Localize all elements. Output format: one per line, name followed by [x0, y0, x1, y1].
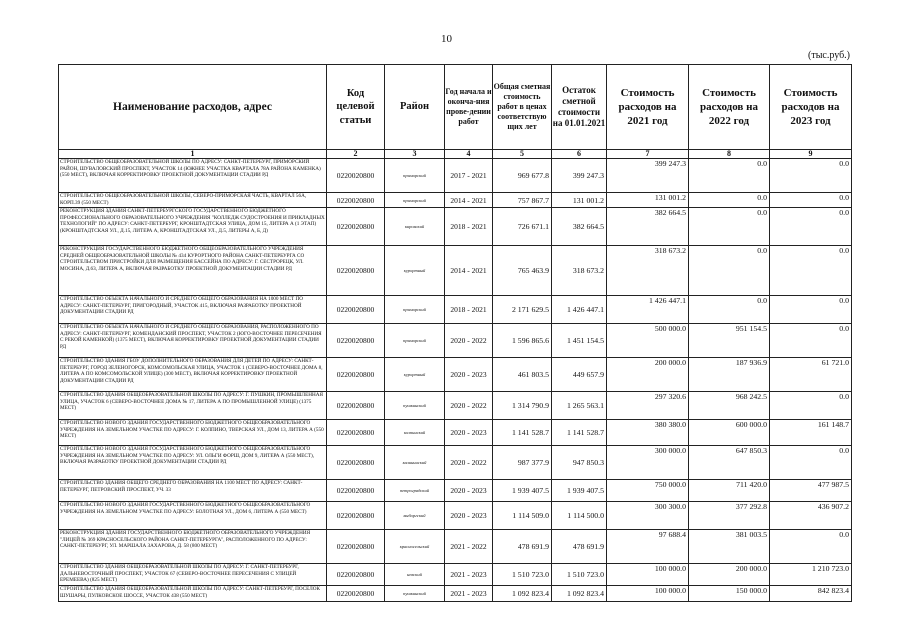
- row-remainder: 1 265 563.1: [552, 392, 607, 420]
- row-2023: 0.0: [770, 159, 852, 193]
- row-years: 2020 - 2023: [445, 358, 493, 392]
- table-row: [59, 324, 852, 358]
- table-row: [59, 502, 852, 530]
- row-code: 0220020800: [327, 446, 385, 480]
- row-total-cost: 987 377.9: [493, 446, 552, 480]
- column-number: 2: [327, 150, 385, 159]
- row-name: СТРОИТЕЛЬСТВО НОВОГО ЗДАНИЯ ГОСУДАРСТВЕННОГО БЮДЖЕТНОГО ОБЩЕОБРАЗОВАТЕЛЬНОГО УЧРЕЖДЕНИЯ НА ЗЕМЕЛЬНОМ УЧАСТКЕ ПО АДРЕСУ: БОЛОТНАЯ УЛ., ДОМ 6, ЛИТЕРА А (550 МЕСТ): [59, 502, 327, 530]
- row-remainder: 1 451 154.5: [552, 324, 607, 358]
- row-total-cost: 969 677.8: [493, 159, 552, 193]
- row-2023: 0.0: [770, 246, 852, 296]
- row-code: 0220020800: [327, 420, 385, 446]
- row-remainder: 449 657.9: [552, 358, 607, 392]
- table-row: [59, 246, 852, 296]
- row-years: 2017 - 2021: [445, 159, 493, 193]
- row-2023: 0.0: [770, 392, 852, 420]
- row-2022: 187 936.9: [689, 358, 770, 392]
- row-district: красносельский: [385, 530, 445, 564]
- row-code: 0220020800: [327, 324, 385, 358]
- row-district: невский: [385, 564, 445, 586]
- row-district: калининский: [385, 446, 445, 480]
- row-remainder: 1 939 407.5: [552, 480, 607, 502]
- row-name: СТРОИТЕЛЬСТВО ОБЩЕОБРАЗОВАТЕЛЬНОЙ ШКОЛЫ, СЕВЕРО-ПРИМОРСКАЯ ЧАСТЬ, КВАРТАЛ 56А, КОРП.39 (550 МЕСТ): [59, 193, 327, 208]
- row-district: приморский: [385, 193, 445, 208]
- row-2021: 100 000.0: [607, 564, 689, 586]
- row-district: приморский: [385, 159, 445, 193]
- row-2021: 500 000.0: [607, 324, 689, 358]
- row-years: 2020 - 2023: [445, 502, 493, 530]
- row-name: СТРОИТЕЛЬСТВО ЗДАНИЯ ОБЩЕГО СРЕДНЕГО ОБРАЗОВАНИЯ НА 1100 МЕСТ ПО АДРЕСУ: САНКТ-ПЕТЕРБУРГ, ПЕТРОВСКИЙ ПРОСПЕКТ, УЧ. 33: [59, 480, 327, 502]
- row-2022: 0.0: [689, 208, 770, 246]
- table-row: [59, 480, 852, 502]
- row-2021: 382 664.5: [607, 208, 689, 246]
- row-2022: 600 000.0: [689, 420, 770, 446]
- table-row: [59, 446, 852, 480]
- header-district: Район: [385, 65, 445, 150]
- row-code: 0220020800: [327, 586, 385, 602]
- row-2022: 0.0: [689, 159, 770, 193]
- row-remainder: 399 247.3: [552, 159, 607, 193]
- row-2023: 161 148.7: [770, 420, 852, 446]
- row-2023: 61 721.0: [770, 358, 852, 392]
- row-remainder: 1 510 723.0: [552, 564, 607, 586]
- header-years: Год начала и оконча-ния прове-дении работ: [445, 65, 493, 150]
- row-years: 2020 - 2022: [445, 324, 493, 358]
- row-2023: 842 823.4: [770, 586, 852, 602]
- row-2021: 200 000.0: [607, 358, 689, 392]
- row-code: 0220020800: [327, 296, 385, 324]
- row-code: 0220020800: [327, 159, 385, 193]
- row-2021: 318 673.2: [607, 246, 689, 296]
- column-number: 4: [445, 150, 493, 159]
- row-code: 0220020800: [327, 392, 385, 420]
- row-total-cost: 1 314 790.9: [493, 392, 552, 420]
- row-years: 2020 - 2023: [445, 480, 493, 502]
- row-district: курортный: [385, 358, 445, 392]
- table-row: [59, 296, 852, 324]
- row-total-cost: 2 171 629.5: [493, 296, 552, 324]
- table-row: [59, 159, 852, 193]
- row-district: колпинский: [385, 420, 445, 446]
- row-2021: 300 000.0: [607, 446, 689, 480]
- row-name: СТРОИТЕЛЬСТВО ОБЪЕКТА НАЧАЛЬНОГО И СРЕДНЕГО ОБЩЕГО ОБРАЗОВАНИЯ НА 1000 МЕСТ ПО АДРЕСУ: САНКТ-ПЕТЕРБУРГ, ПРИГОРОДНЫЙ, УЧАСТОК 415, ВКЛЮЧАЯ РАЗРАБОТКУ ПРОЕКТНОЙ ДОКУМЕНТАЦИИ СТАДИИ РД: [59, 296, 327, 324]
- row-code: 0220020800: [327, 193, 385, 208]
- row-total-cost: 726 671.1: [493, 208, 552, 246]
- table-row: [59, 530, 852, 564]
- row-2021: 97 688.4: [607, 530, 689, 564]
- row-total-cost: 1 510 723.0: [493, 564, 552, 586]
- row-years: 2014 - 2021: [445, 193, 493, 208]
- row-code: 0220020800: [327, 480, 385, 502]
- header-code: Код целевой статьи: [327, 65, 385, 150]
- table-row: [59, 193, 852, 208]
- row-total-cost: 1 939 407.5: [493, 480, 552, 502]
- row-2022: 968 242.5: [689, 392, 770, 420]
- row-remainder: 318 673.2: [552, 246, 607, 296]
- expenses-table: [58, 64, 852, 602]
- row-2021: 399 247.3: [607, 159, 689, 193]
- row-total-cost: 1 141 528.7: [493, 420, 552, 446]
- column-number: 7: [607, 150, 689, 159]
- row-2023: 0.0: [770, 324, 852, 358]
- row-2022: 951 154.5: [689, 324, 770, 358]
- row-years: 2018 - 2021: [445, 208, 493, 246]
- row-2022: 150 000.0: [689, 586, 770, 602]
- row-name: РЕКОНСТРУКЦИЯ ЗДАНИЯ ГОСУДАРСТВЕННОГО БЮДЖЕТНОГО ОБРАЗОВАТЕЛЬНОГО УЧРЕЖДЕНИЯ "ЛИЦЕЙ № 369 КРАСНОСЕЛЬСКОГО РАЙОНА САНКТ-ПЕТЕРБУРГА", РАСПОЛОЖЕННОГО ПО АДРЕСУ: САНКТ-ПЕТЕРБУРГ, УЛ. МАРШАЛА ЗАХАРОВА, Д. 58 (800 МЕСТ): [59, 530, 327, 564]
- row-2022: 381 003.5: [689, 530, 770, 564]
- row-district: кировский: [385, 208, 445, 246]
- row-2023: 0.0: [770, 530, 852, 564]
- row-total-cost: 757 867.7: [493, 193, 552, 208]
- row-name: РЕКОНСТРУКЦИЯ ГОСУДАРСТВЕННОГО БЮДЖЕТНОГО ОБЩЕОБРАЗОВАТЕЛЬНОГО УЧРЕЖДЕНИЯ СРЕДНЕЙ ОБЩЕОБРАЗОВАТЕЛЬНОЙ ШКОЛЫ № 434 КУРОРТНОГО РАЙОНА САНКТ-ПЕТЕРБУРГА СО СТРОИТЕЛЬСТВОМ ПРИСТРОЙКИ ДЛЯ РАЗМЕЩЕНИЯ БАССЕЙНА ПО АДРЕСУ: Г. СЕСТРОРЕЦК, УЛ. МОСИНА, Д.63, ЛИТЕРА А, ВКЛЮЧАЯ РАЗРАБОТКУ ПРОЕКТНОЙ ДОКУМЕНТАЦИИ СТАДИИ РД: [59, 246, 327, 296]
- row-code: 0220020800: [327, 530, 385, 564]
- row-district: петроградский: [385, 480, 445, 502]
- row-2022: 647 850.3: [689, 446, 770, 480]
- header-name: Наименование расходов, адрес: [59, 65, 327, 150]
- row-years: 2014 - 2021: [445, 246, 493, 296]
- row-district: пушкинский: [385, 392, 445, 420]
- column-number: 8: [689, 150, 770, 159]
- units-label: (тыс.руб.): [808, 50, 851, 61]
- row-code: 0220020800: [327, 358, 385, 392]
- row-total-cost: 478 691.9: [493, 530, 552, 564]
- row-2023: 0.0: [770, 446, 852, 480]
- row-name: СТРОИТЕЛЬСТВО ЗДАНИЯ ОБЩЕОБРАЗОВАТЕЛЬНОЙ ШКОЛЫ ПО АДРЕСУ: Г. ПУШКИН, ПРОМЫШЛЕННАЯ УЛИЦА, УЧАСТОК 6 (СЕВЕРО-ВОСТОЧНЕЕ ДОМА № 17, ЛИТЕРА А ПО ПРОМЫШЛЕННОЙ УЛИЦЕ) (1375 МЕСТ): [59, 392, 327, 420]
- header-2021: Стоимость расходов на 2021 год: [607, 65, 689, 150]
- page-number: 10: [441, 33, 452, 45]
- row-2023: 0.0: [770, 193, 852, 208]
- row-code: 0220020800: [327, 208, 385, 246]
- row-2023: 1 210 723.0: [770, 564, 852, 586]
- row-name: СТРОИТЕЛЬСТВО ЗДАНИЯ ОБЩЕОБРАЗОВАТЕЛЬНОЙ ШКОЛЫ ПО АДРЕСУ: САНКТ-ПЕТЕРБУРГ, ПОСЕЛОК ШУШАРЫ, ПУЛКОВСКОЕ ШОССЕ, УЧАСТОК 438 (550 МЕСТ): [59, 586, 327, 602]
- table-row: [59, 208, 852, 246]
- row-2022: 711 420.0: [689, 480, 770, 502]
- column-number: 9: [770, 150, 852, 159]
- header-2023: Стоимость расходов на 2023 год: [770, 65, 852, 150]
- row-2023: 0.0: [770, 208, 852, 246]
- row-name: СТРОИТЕЛЬСТВО НОВОГО ЗДАНИЯ ГОСУДАРСТВЕННОГО БЮДЖЕТНОГО ОБЩЕОБРАЗОВАТЕЛЬНОГО УЧРЕЖДЕНИЯ НА ЗЕМЕЛЬНОМ УЧАСТКЕ ПО АДРЕСУ: УЛ. ОЛЬГИ ФОРШ, ДОМ 9, ЛИТЕРА А (550 МЕСТ), ВКЛЮЧАЯ РАЗРАБОТКУ ПРОЕКТНОЙ ДОКУМЕНТАЦИИ СТАДИИ РД: [59, 446, 327, 480]
- row-2021: 380 380.0: [607, 420, 689, 446]
- row-2022: 0.0: [689, 296, 770, 324]
- row-remainder: 478 691.9: [552, 530, 607, 564]
- header-row: [59, 65, 852, 150]
- row-total-cost: 1 114 509.0: [493, 502, 552, 530]
- row-2021: 100 000.0: [607, 586, 689, 602]
- row-district: пушкинский: [385, 586, 445, 602]
- row-2023: 436 907.2: [770, 502, 852, 530]
- row-code: 0220020800: [327, 502, 385, 530]
- row-remainder: 131 001.2: [552, 193, 607, 208]
- row-2023: 477 987.5: [770, 480, 852, 502]
- header-2022: Стоимость расходов на 2022 год: [689, 65, 770, 150]
- row-name: СТРОИТЕЛЬСТВО ОБЪЕКТА НАЧАЛЬНОГО И СРЕДНЕГО ОБЩЕГО ОБРАЗОВАНИЯ, РАСПОЛОЖЕННОГО ПО АДРЕСУ: САНКТ-ПЕТЕРБУРГ, КОМЕНДАНСКИЙ ПРОСПЕКТ, УЧАСТОК 2 (ЮГО-ВОСТОЧНЕЕ ПЕРЕСЕЧЕНИЯ С РЕКОЙ КАМЕНКОЙ) (1375 МЕСТ), ВКЛЮЧАЯ КОРРЕКТИРОВКУ ПРОЕКТНОЙ ДОКУМЕНТАЦИИ СТАДИИ РД: [59, 324, 327, 358]
- row-code: 0220020800: [327, 564, 385, 586]
- table-row: [59, 420, 852, 446]
- row-years: 2021 - 2023: [445, 564, 493, 586]
- header-remainder: Остаток сметной стоимости на 01.01.2021: [552, 65, 607, 150]
- column-number: 3: [385, 150, 445, 159]
- row-2021: 1 426 447.1: [607, 296, 689, 324]
- table-row: [59, 392, 852, 420]
- row-2023: 0.0: [770, 296, 852, 324]
- table-row: [59, 358, 852, 392]
- row-district: выборгский: [385, 502, 445, 530]
- row-district: приморский: [385, 296, 445, 324]
- row-total-cost: 765 463.9: [493, 246, 552, 296]
- row-district: приморский: [385, 324, 445, 358]
- table-row: [59, 564, 852, 586]
- row-years: 2021 - 2022: [445, 530, 493, 564]
- column-number-row: [59, 150, 852, 159]
- header-total-cost: Общая сметная стоимость работ в ценах соответствую щих лет: [493, 65, 552, 150]
- row-2022: 0.0: [689, 246, 770, 296]
- row-years: 2020 - 2022: [445, 392, 493, 420]
- row-remainder: 1 141 528.7: [552, 420, 607, 446]
- row-remainder: 382 664.5: [552, 208, 607, 246]
- row-remainder: 947 850.3: [552, 446, 607, 480]
- row-2022: 377 292.8: [689, 502, 770, 530]
- row-2021: 750 000.0: [607, 480, 689, 502]
- column-number: 5: [493, 150, 552, 159]
- row-years: 2020 - 2022: [445, 446, 493, 480]
- row-remainder: 1 114 500.0: [552, 502, 607, 530]
- row-years: 2020 - 2023: [445, 420, 493, 446]
- row-total-cost: 1 596 865.6: [493, 324, 552, 358]
- row-years: 2018 - 2021: [445, 296, 493, 324]
- row-total-cost: 461 803.5: [493, 358, 552, 392]
- column-number: 1: [59, 150, 327, 159]
- row-2022: 0.0: [689, 193, 770, 208]
- row-name: СТРОИТЕЛЬСТВО ОБЩЕОБРАЗОВАТЕЛЬНОЙ ШКОЛЫ ПО АДРЕСУ: САНКТ-ПЕТЕРБУРГ, ПРИМОРСКИЙ РАЙОН, ШУВАЛОВСКИЙ ПРОСПЕКТ, УЧАСТОК 14 (ЮЖНЕЕ УЧАСТКА КВАРТАЛА 78А РАЙОНА КАМЕНКА) (550 МЕСТ), ВКЛЮЧАЯ КОРРЕКТИРОВКУ ПРОЕКТНОЙ ДОКУМЕНТАЦИИ СТАДИИ РД: [59, 159, 327, 193]
- table-row: [59, 586, 852, 602]
- row-name: СТРОИТЕЛЬСТВО НОВОГО ЗДАНИЯ ГОСУДАРСТВЕННОГО БЮДЖЕТНОГО ОБЩЕОБРАЗОВАТЕЛЬНОГО УЧРЕЖДЕНИЯ НА ЗЕМЕЛЬНОМ УЧАСТКЕ ПО АДРЕСУ: Г. КОЛПИНО, ТВЕРСКАЯ УЛ., ДОМ 13, ЛИТЕРА А (550 МЕСТ): [59, 420, 327, 446]
- row-2021: 131 001.2: [607, 193, 689, 208]
- row-total-cost: 1 092 823.4: [493, 586, 552, 602]
- row-code: 0220020800: [327, 246, 385, 296]
- row-2022: 200 000.0: [689, 564, 770, 586]
- row-remainder: 1 092 823.4: [552, 586, 607, 602]
- row-years: 2021 - 2023: [445, 586, 493, 602]
- row-2021: 300 300.0: [607, 502, 689, 530]
- row-remainder: 1 426 447.1: [552, 296, 607, 324]
- row-name: РЕКОНСТРУКЦИЯ ЗДАНИЯ САНКТ-ПЕТЕРБУРГСКОГО ГОСУДАРСТВЕННОГО БЮДЖЕТНОГО ПРОФЕССИОНАЛЬНОГО ОБРАЗОВАТЕЛЬНОГО УЧРЕЖДЕНИЯ "КОЛЛЕДЖ СУДОСТРОЕНИЯ И ПРИКЛАДНЫХ ТЕХНОЛОГИЙ" ПО АДРЕСУ: САНКТ-ПЕТЕРБУРГ, КРОНШТАДТСКАЯ УЛИЦА, ДОМ 15, ЛИТЕРА А (1 ЭТАП) (КРОНШТАДТСКАЯ УЛ., Д.15, ЛИТЕРА А, КРОНШТАДТСКАЯ УЛ., Д.5, ЛИТЕРЫ А, Б, Д): [59, 208, 327, 246]
- row-district: курортный: [385, 246, 445, 296]
- row-name: СТРОИТЕЛЬСТВО ЗДАНИЯ ОБЩЕОБРАЗОВАТЕЛЬНОЙ ШКОЛЫ ПО АДРЕСУ: Г. САНКТ-ПЕТЕРБУРГ, ДАЛЬНЕВОСТОЧНЫЙ ПРОСПЕКТ, УЧАСТОК 67 (СЕВЕРО-ВОСТОЧНЕЕ ПЕРЕСЕЧЕНИЯ С УЛИЦЕЙ ЕРЕМЕЕВА) (825 МЕСТ): [59, 564, 327, 586]
- row-name: СТРОИТЕЛЬСТВО ЗДАНИЯ ГБОУ ДОПОЛНИТЕЛЬНОГО ОБРАЗОВАНИЯ ДЛЯ ДЕТЕЙ ПО АДРЕСУ: САНКТ-ПЕТЕРБУРГ, ГОРОД ЗЕЛЕНОГОРСК, КОМСОМОЛЬСКАЯ УЛИЦА, УЧАСТОК 1 (СЕВЕРО-ВОСТОЧНЕЕ ДОМА 8, ЛИТЕРА А ПО КОМСОМОЛЬСКОЙ УЛИЦЕ) (300 МЕСТ), ВКЛЮЧАЯ КОРРЕКТИРОВКУ ПРОЕКТНОЙ ДОКУМЕНТАЦИИ СТАДИИ РД: [59, 358, 327, 392]
- column-number: 6: [552, 150, 607, 159]
- row-2021: 297 320.6: [607, 392, 689, 420]
